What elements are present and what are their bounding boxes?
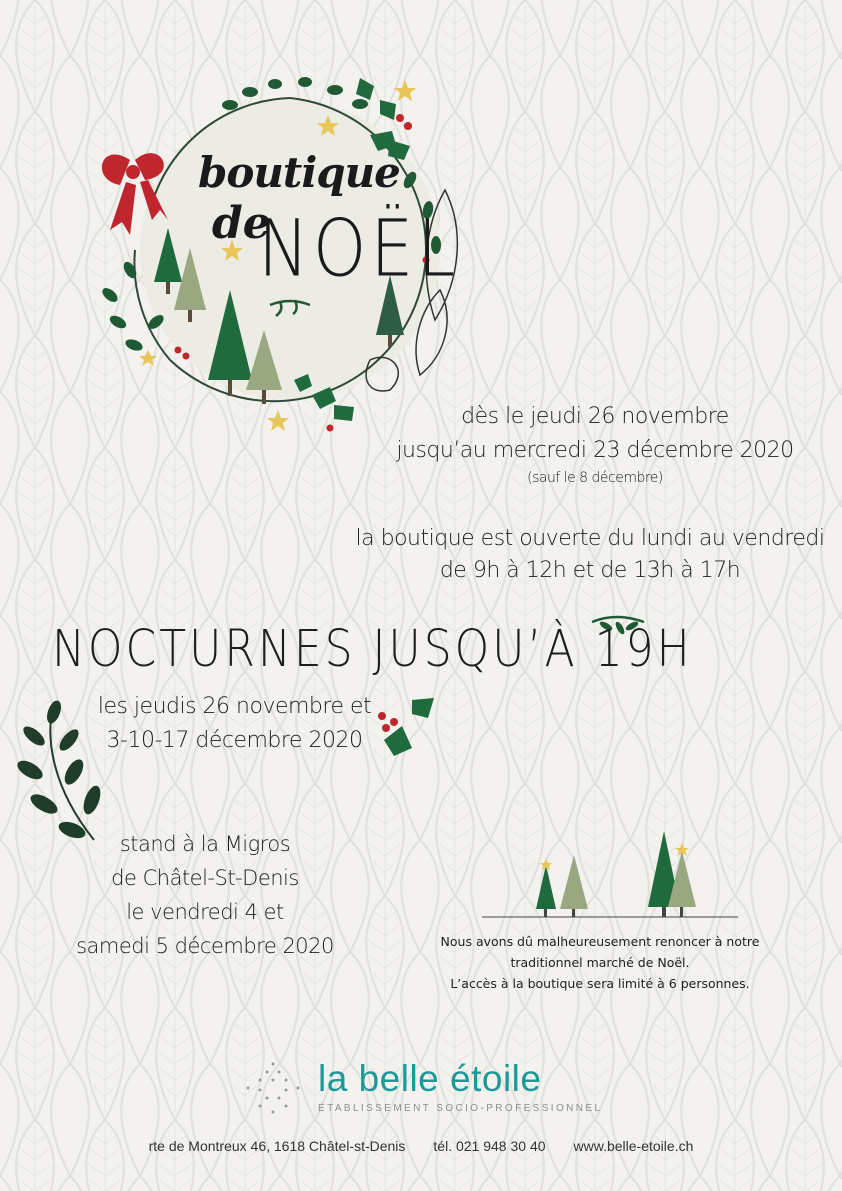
stand-info bbox=[70, 827, 340, 963]
brand-name: la belle étoile bbox=[318, 1058, 542, 1099]
opening-hours bbox=[355, 523, 825, 587]
nocturnes-dates bbox=[92, 690, 377, 758]
hours-line-2: de 9h à 12h et de 13h à 17h bbox=[439, 558, 741, 583]
covid-notice bbox=[430, 931, 770, 994]
footer-contact bbox=[0, 1138, 842, 1154]
hours-line-1: la boutique est ouverte du lundi au vendredi bbox=[355, 526, 825, 551]
holly-icon bbox=[372, 696, 442, 766]
stand-line-3: le vendredi 4 et bbox=[126, 900, 284, 924]
stand-line-2: de Châtel-St-Denis bbox=[111, 866, 299, 890]
nocturnes-title: NOCTURNES JUSQU’À 19H bbox=[52, 620, 693, 679]
nocturnes-line-1: les jeudis 26 novembre et bbox=[97, 694, 372, 719]
brand-subtitle: ÉTABLISSEMENT SOCIO-PROFESSIONNEL bbox=[318, 1103, 603, 1114]
notice-line-3: L’accès à la boutique sera limité à 6 personnes. bbox=[450, 976, 750, 991]
footer-website-link[interactable]: www.belle-etoile.ch bbox=[573, 1138, 694, 1154]
footer-phone[interactable]: tél. 021 948 30 40 bbox=[433, 1138, 546, 1154]
dates-line-1: dès le jeudi 26 novembre bbox=[461, 404, 729, 429]
footer-address: rte de Montreux 46, 1618 Châtel-st-Denis bbox=[148, 1138, 406, 1154]
title-noel: NOËL bbox=[258, 204, 460, 295]
stand-line-4: samedi 5 décembre 2020 bbox=[76, 934, 334, 958]
stand-line-1: stand à la Migros bbox=[119, 832, 291, 856]
dates-note: (sauf le 8 décembre) bbox=[527, 470, 663, 486]
star-dots-logo-icon bbox=[240, 1060, 306, 1116]
notice-line-1: Nous avons dû malheureusement renoncer à notre bbox=[440, 934, 760, 949]
notice-line-2: traditionnel marché de Noël. bbox=[510, 955, 690, 970]
title-de: de bbox=[212, 198, 271, 249]
title-boutique: boutique bbox=[198, 148, 400, 197]
nocturnes-line-2: 3-10-17 décembre 2020 bbox=[106, 728, 363, 753]
dates-line-2: jusqu’au mercredi 23 décembre 2020 bbox=[396, 438, 794, 463]
opening-dates bbox=[370, 400, 820, 488]
trees-illustration bbox=[480, 825, 742, 925]
